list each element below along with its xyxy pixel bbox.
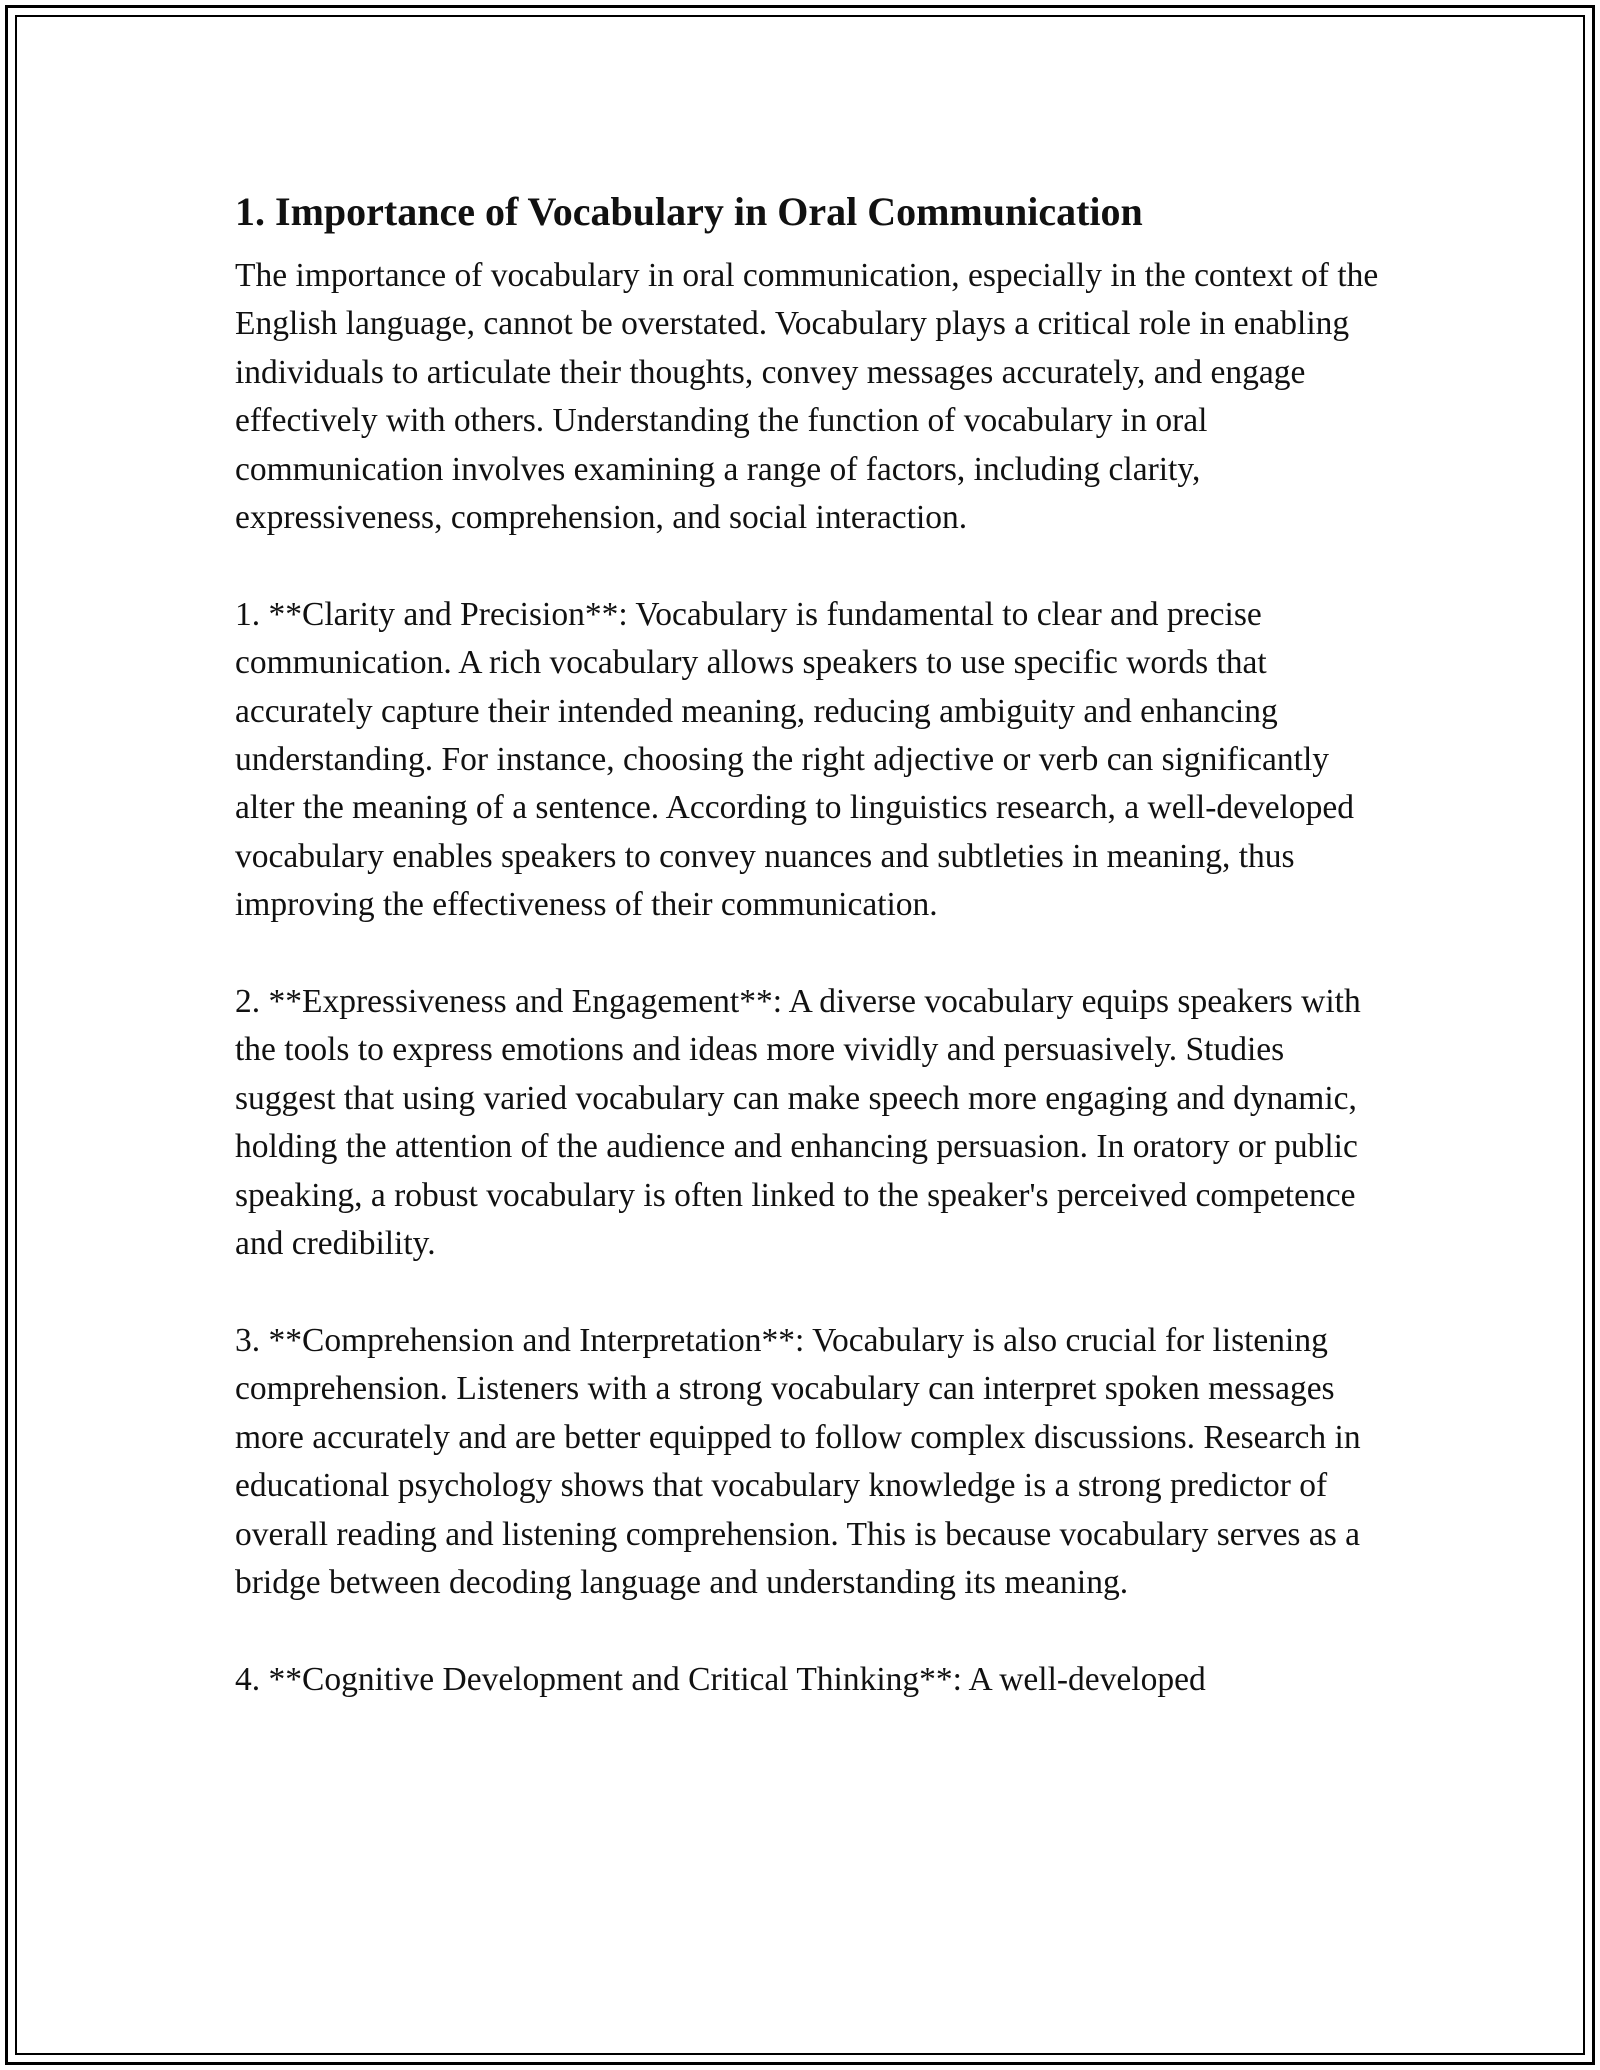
paragraph-expressiveness-engagement: 2. **Expressiveness and Engagement**: A diverse vocabulary equips speakers with the tools to express emotions and ideas more vividly and persuasively. Studies suggest that using varied vocabulary can make speech more engaging and dynamic, holding the attention of the audience and enhancing persuasion. In oratory or public speaking, a robust vocabulary is often linked to the speaker's perceived competence and credibility. bbox=[235, 983, 1361, 1263]
section-heading: 1. Importance of Vocabulary in Oral Communication bbox=[235, 189, 1143, 234]
paragraph-comprehension-interpretation: 3. **Comprehension and Interpretation**: Vocabulary is also crucial for listening comprehension. Listeners with a strong vocabulary can interpret spoken messages more accurately and are better equipped to follow complex discussions. Research in educational psychology shows that vocabulary knowledge is a strong predictor of overall reading and listening comprehension. This is because vocabulary serves as a bridge between decoding language and understanding its meaning. bbox=[235, 1321, 1361, 1601]
intro-paragraph: The importance of vocabulary in oral communication, especially in the context of the English language, cannot be overstated. Vocabulary plays a critical role in enabling individuals to articulate their thoughts, convey messages accurately, and engage effectively with others. Understanding the function of vocabulary in oral communication involves examining a range of factors, including clarity, expressiveness, comprehension, and social interaction. bbox=[235, 257, 1379, 537]
paragraph-clarity-precision: 1. **Clarity and Precision**: Vocabulary is fundamental to clear and precise communication. A rich vocabulary allows speakers to use specific words that accurately capture their intended meaning, reducing ambiguity and enhancing understanding. For instance, choosing the right adjective or verb can significantly alter the meaning of a sentence. According to linguistics research, a well-developed vocabulary enables speakers to convey nuances and subtleties in meaning, thus improving the effectiveness of their communication. bbox=[235, 595, 1355, 924]
paragraph-cognitive-development: 4. **Cognitive Development and Critical Thinking**: A well-developed bbox=[235, 1660, 1206, 1698]
document-body bbox=[235, 186, 1385, 1753]
